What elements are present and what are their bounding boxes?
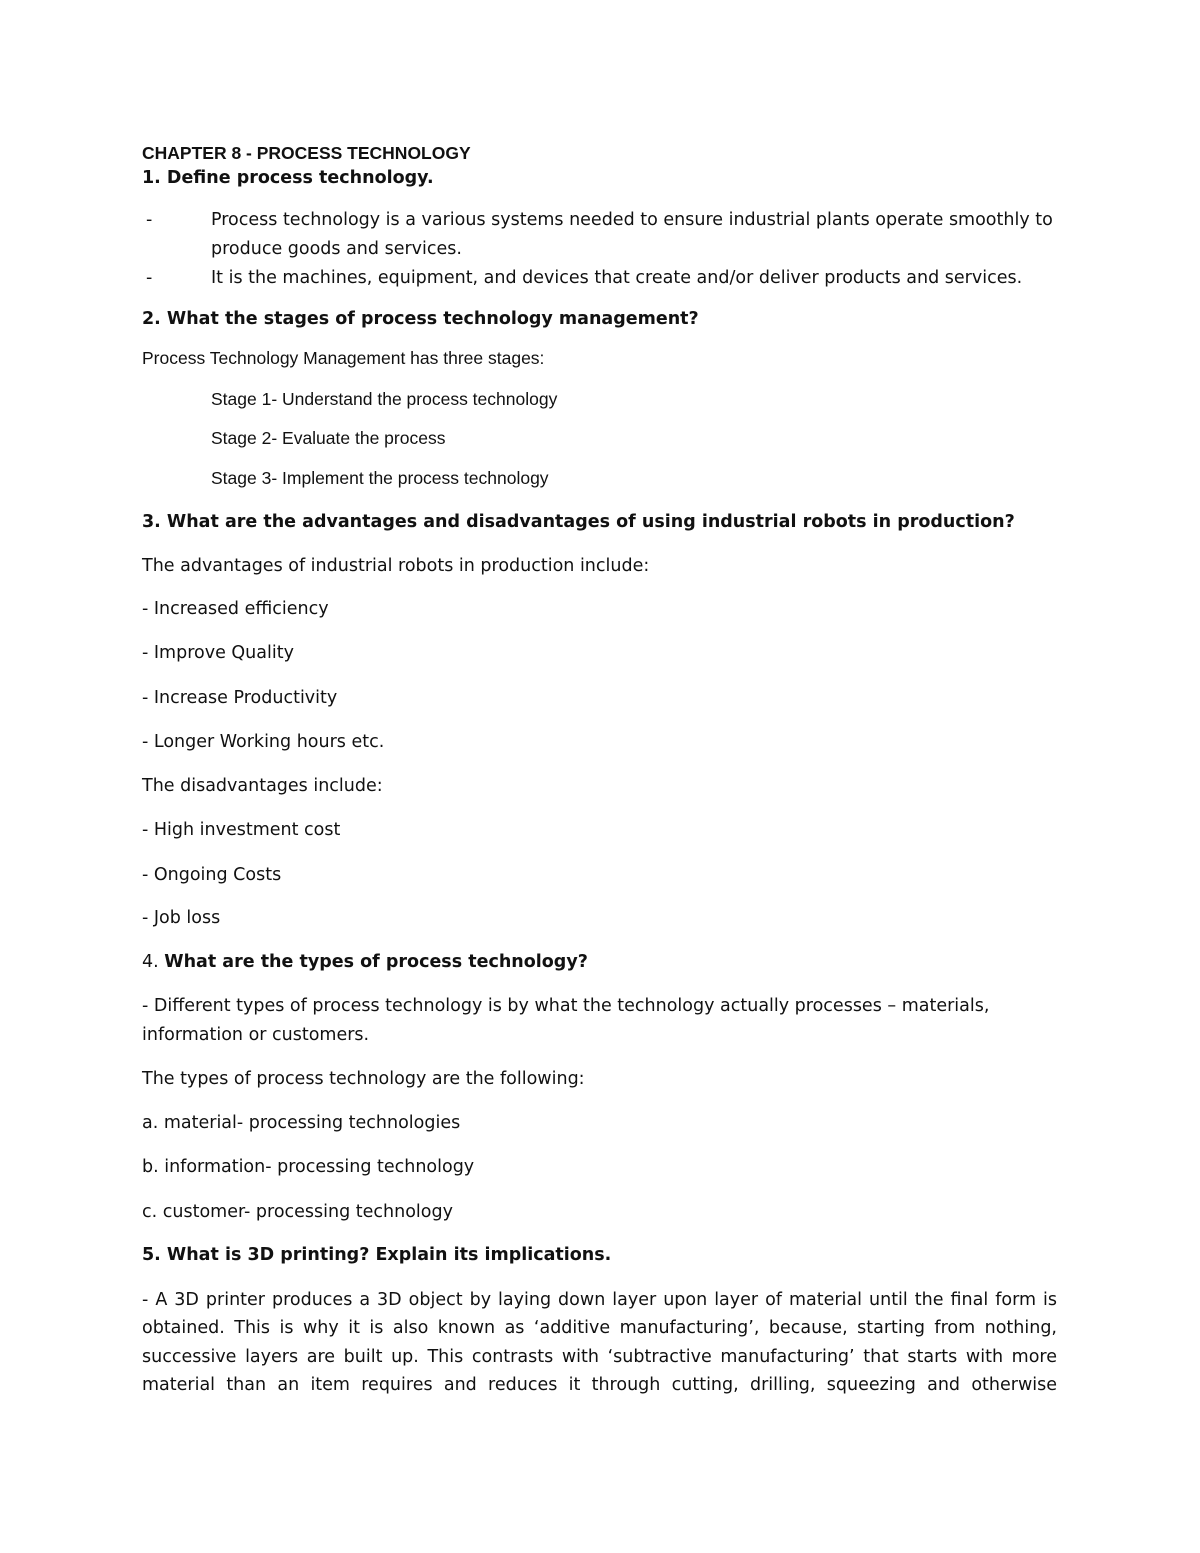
disadvantage-item: - Ongoing Costs xyxy=(142,865,282,885)
stage-3: Stage 3- Implement the process technology xyxy=(211,468,549,488)
q5-answer-paragraph xyxy=(142,1286,1057,1399)
stage-2: Stage 2- Evaluate the process xyxy=(211,428,446,448)
q2-intro: Process Technology Management has three stages: xyxy=(142,348,545,368)
q5-answer-line: material than an item requires and reduces it through cutting, drilling, squeezing and otherwise xyxy=(142,1374,1057,1395)
advantage-item: - Improve Quality xyxy=(142,643,294,663)
chapter-heading: CHAPTER 8 - PROCESS TECHNOLOGY xyxy=(142,143,471,163)
bullet-marker: - xyxy=(146,210,153,230)
question-3: 3. What are the advantages and disadvantages of using industrial robots in production? xyxy=(142,512,1015,532)
type-item: c. customer- processing technology xyxy=(142,1202,453,1222)
q1-answer-1-line-2: produce goods and services. xyxy=(211,239,462,259)
advantage-item: - Increase Productivity xyxy=(142,688,338,708)
type-item: a. material- processing technologies xyxy=(142,1113,461,1133)
q1-answer-1-line-1: Process technology is a various systems needed to ensure industrial plants operate smoothly to xyxy=(211,210,1053,230)
question-1: 1. Define process technology. xyxy=(142,168,434,188)
disadvantage-item: - High investment cost xyxy=(142,820,341,840)
q5-answer-line: successive layers are built up. This contrasts with ‘subtractive manufacturing’ that starts with more xyxy=(142,1346,1057,1367)
question-5: 5. What is 3D printing? Explain its implications. xyxy=(142,1245,612,1265)
q4-answer-line-2: information or customers. xyxy=(142,1025,370,1045)
q5-answer-line: - A 3D printer produces a 3D object by laying down layer upon layer of material until the final form is xyxy=(142,1290,1057,1310)
question-2: 2. What the stages of process technology management? xyxy=(142,309,699,329)
advantage-item: - Longer Working hours etc. xyxy=(142,732,385,752)
q4-answer-line-1: - Different types of process technology is by what the technology actually processes – materials, xyxy=(142,996,990,1016)
q1-answer-2: It is the machines, equipment, and devices that create and/or deliver products and services. xyxy=(211,268,1023,288)
advantage-item: - Increased efficiency xyxy=(142,599,329,619)
type-item: b. information- processing technology xyxy=(142,1157,475,1177)
question-4-text: What are the types of process technology? xyxy=(164,952,588,972)
stage-1: Stage 1- Understand the process technology xyxy=(211,389,558,409)
question-4 xyxy=(142,951,588,973)
disadvantages-intro: The disadvantages include: xyxy=(142,776,383,796)
q5-answer-line: obtained. This is why it is also known as ‘additive manufacturing’, because, starting from nothing, xyxy=(142,1318,1057,1339)
advantages-intro: The advantages of industrial robots in production include: xyxy=(142,556,650,576)
types-intro: The types of process technology are the following: xyxy=(142,1069,585,1089)
bullet-marker: - xyxy=(146,268,153,288)
question-4-number: 4. xyxy=(142,952,165,972)
disadvantage-item: - Job loss xyxy=(142,908,221,928)
